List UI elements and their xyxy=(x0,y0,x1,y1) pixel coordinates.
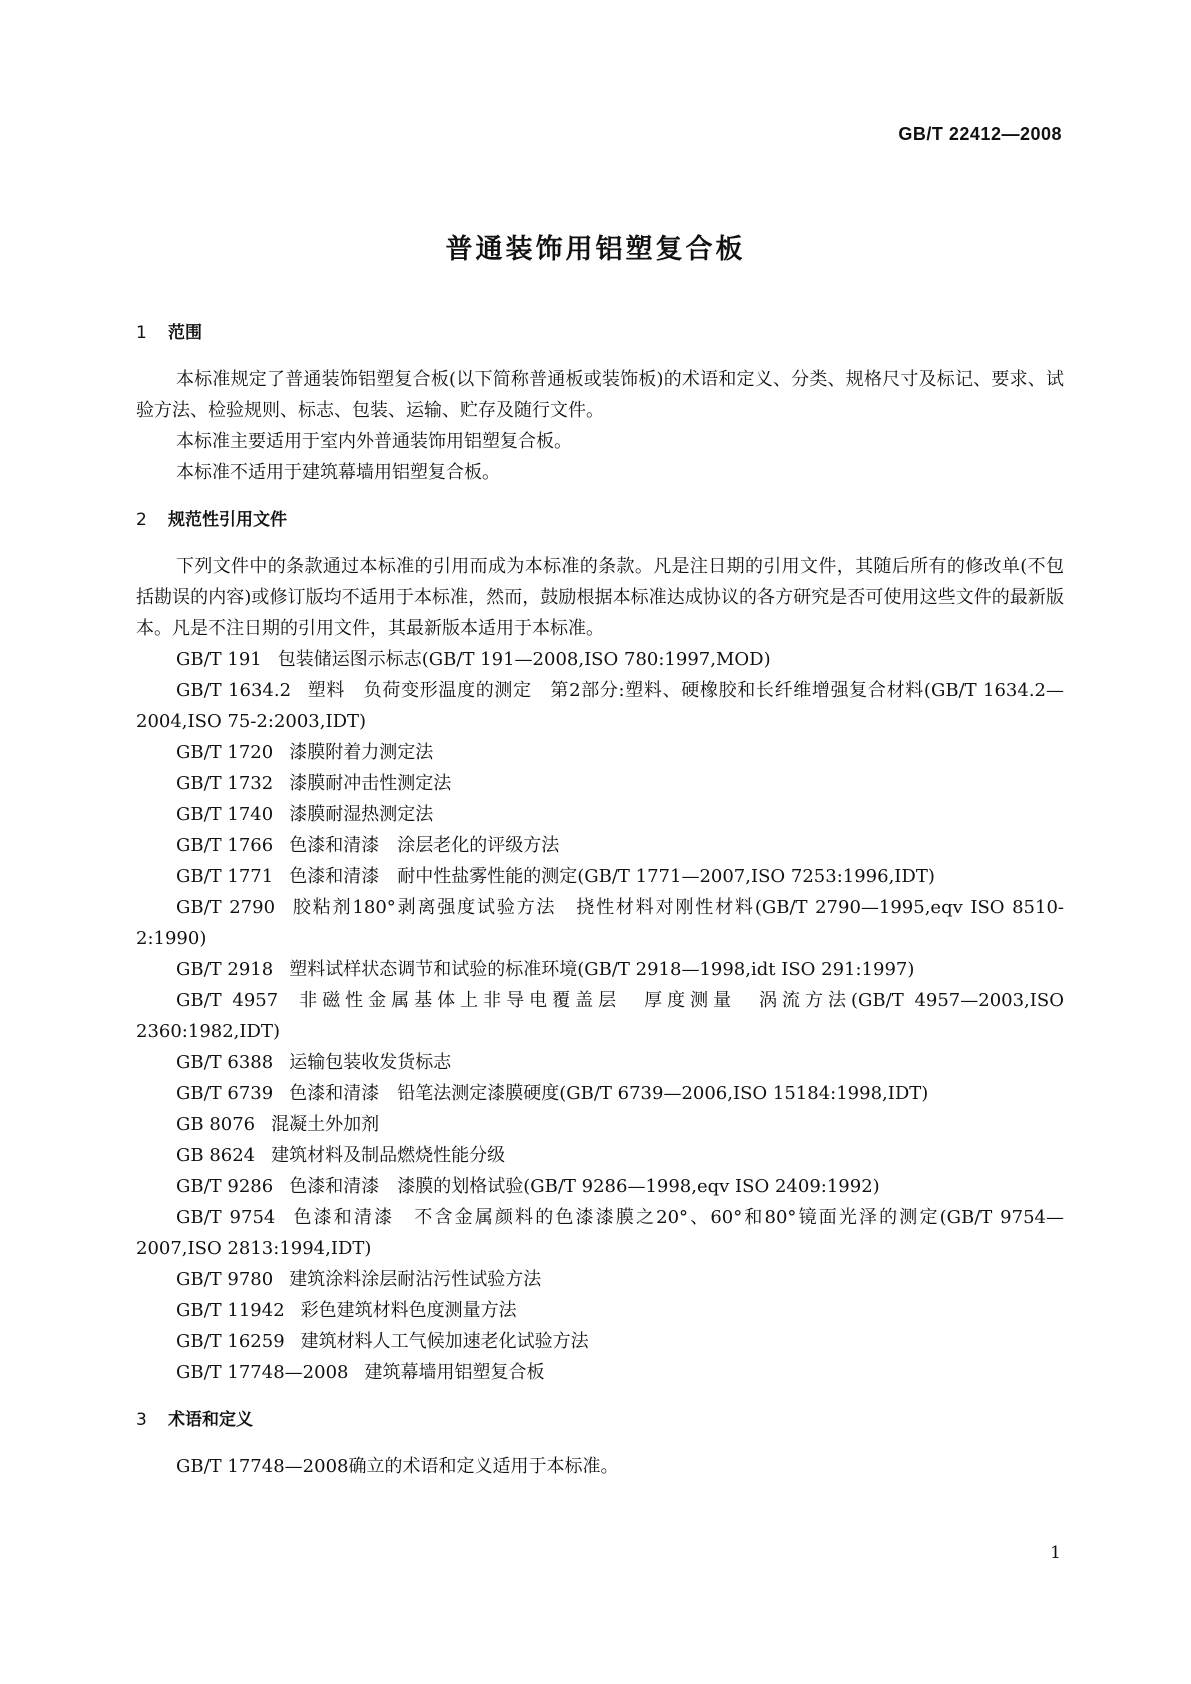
reference-title: 色漆和清漆 涂层老化的评级方法 xyxy=(289,835,560,856)
section-2-number: 2 xyxy=(136,510,147,530)
reference-item xyxy=(136,1078,1064,1109)
reference-title: 建筑材料及制品燃烧性能分级 xyxy=(271,1145,506,1166)
standard-code: GB/T 22412—2008 xyxy=(898,124,1062,144)
reference-code: GB/T 1634.2 xyxy=(176,680,292,701)
reference-code: GB/T 17748—2008 xyxy=(176,1362,349,1383)
reference-code: GB/T 2790 xyxy=(176,897,276,918)
section-2-title: 规范性引用文件 xyxy=(168,510,287,530)
reference-item xyxy=(136,799,1064,830)
reference-item xyxy=(136,1171,1064,1202)
reference-code: GB/T 11942 xyxy=(176,1300,285,1321)
document-body xyxy=(136,318,1064,1482)
reference-title: 胶粘剂180°剥离强度试验方法 挠性材料对刚性材料(GB/T 2790—1995,eqv ISO 8510-2:1990) xyxy=(136,897,1064,949)
reference-item xyxy=(136,861,1064,892)
reference-item xyxy=(136,675,1064,737)
reference-code: GB/T 1740 xyxy=(176,804,274,825)
reference-title: 漆膜耐冲击性测定法 xyxy=(289,773,452,794)
reference-code: GB/T 6739 xyxy=(176,1083,274,1104)
reference-item xyxy=(136,1264,1064,1295)
reference-item xyxy=(136,1109,1064,1140)
reference-title: 色漆和清漆 耐中性盐雾性能的测定(GB/T 1771—2007,ISO 7253:1996,IDT) xyxy=(289,866,935,887)
section-1-heading xyxy=(136,318,1064,349)
reference-item xyxy=(136,644,1064,675)
reference-code: GB/T 1771 xyxy=(176,866,274,887)
reference-item xyxy=(136,1326,1064,1357)
reference-title: 彩色建筑材料色度测量方法 xyxy=(300,1300,517,1321)
section-2-intro: 下列文件中的条款通过本标准的引用而成为本标准的条款。凡是注日期的引用文件，其随后所有的修改单(不包括勘误的内容)或修订版均不适用于本标准，然而，鼓励根据本标准达成协议的各方研究是否可使用这些文件的最新版本。凡是不注日期的引用文件，其最新版本适用于本标准。 xyxy=(136,556,1064,639)
page-number: 1 xyxy=(1050,1543,1061,1563)
section-1-number: 1 xyxy=(136,323,147,343)
reference-code: GB/T 6388 xyxy=(176,1052,274,1073)
section-1-title: 范围 xyxy=(168,323,202,343)
reference-title: 塑料试样状态调节和试验的标准环境(GB/T 2918—1998,idt ISO 291:1997) xyxy=(289,959,915,980)
reference-title: 建筑幕墙用铝塑复合板 xyxy=(364,1362,545,1383)
section-1-paragraph: 本标准不适用于建筑幕墙用铝塑复合板。 xyxy=(176,462,500,483)
reference-code: GB/T 1720 xyxy=(176,742,274,763)
reference-code: GB 8624 xyxy=(176,1145,256,1166)
section-1-paragraph: 本标准主要适用于室内外普通装饰用铝塑复合板。 xyxy=(176,431,572,452)
reference-title: 色漆和清漆 不含金属颜料的色漆漆膜之20°、60°和80°镜面光泽的测定(GB/T 9754—2007,ISO 2813:1994,IDT) xyxy=(136,1207,1064,1259)
reference-code: GB 8076 xyxy=(176,1114,256,1135)
reference-title: 包装储运图示标志(GB/T 191—2008,ISO 780:1997,MOD) xyxy=(277,649,771,670)
reference-item xyxy=(136,1357,1064,1388)
reference-item xyxy=(136,954,1064,985)
reference-code: GB/T 191 xyxy=(176,649,262,670)
section-2-heading xyxy=(136,505,1064,536)
reference-title: 运输包装收发货标志 xyxy=(289,1052,452,1073)
reference-code: GB/T 1732 xyxy=(176,773,274,794)
reference-item xyxy=(136,1140,1064,1171)
reference-item xyxy=(136,892,1064,954)
reference-code: GB/T 4957 xyxy=(176,990,279,1011)
reference-title: 建筑涂料涂层耐沾污性试验方法 xyxy=(289,1269,542,1290)
reference-title: 色漆和清漆 漆膜的划格试验(GB/T 9286—1998,eqv ISO 2409:1992) xyxy=(289,1176,880,1197)
section-3-number: 3 xyxy=(136,1410,147,1430)
reference-title: 建筑材料人工气候加速老化试验方法 xyxy=(300,1331,589,1352)
reference-item xyxy=(136,768,1064,799)
reference-item xyxy=(136,830,1064,861)
reference-title: 非磁性金属基体上非导电覆盖层 厚度测量 涡流方法(GB/T 4957—2003,ISO 2360:1982,IDT) xyxy=(136,990,1064,1042)
reference-title: 漆膜附着力测定法 xyxy=(289,742,434,763)
reference-code: GB/T 2918 xyxy=(176,959,274,980)
reference-item xyxy=(136,1202,1064,1264)
reference-code: GB/T 9754 xyxy=(176,1207,276,1228)
reference-item xyxy=(136,1047,1064,1078)
section-3-paragraph: GB/T 17748—2008确立的术语和定义适用于本标准。 xyxy=(176,1456,619,1477)
reference-title: 漆膜耐湿热测定法 xyxy=(289,804,434,825)
reference-code: GB/T 9286 xyxy=(176,1176,274,1197)
section-3-heading xyxy=(136,1405,1064,1436)
section-1-paragraph: 本标准规定了普通装饰铝塑复合板(以下简称普通板或装饰板)的术语和定义、分类、规格尺寸及标记、要求、试验方法、检验规则、标志、包装、运输、贮存及随行文件。 xyxy=(136,369,1064,421)
reference-item xyxy=(136,737,1064,768)
document-title: 普通装饰用铝塑复合板 xyxy=(445,234,746,265)
reference-item xyxy=(136,1295,1064,1326)
reference-title: 色漆和清漆 铅笔法测定漆膜硬度(GB/T 6739—2006,ISO 15184:1998,IDT) xyxy=(289,1083,929,1104)
reference-title: 塑料 负荷变形温度的测定 第2部分:塑料、硬橡胶和长纤维增强复合材料(GB/T 1634.2—2004,ISO 75-2:2003,IDT) xyxy=(136,680,1064,732)
reference-code: GB/T 1766 xyxy=(176,835,274,856)
reference-title: 混凝土外加剂 xyxy=(271,1114,380,1135)
reference-code: GB/T 16259 xyxy=(176,1331,285,1352)
reference-code: GB/T 9780 xyxy=(176,1269,274,1290)
reference-item xyxy=(136,985,1064,1047)
section-3-title: 术语和定义 xyxy=(168,1410,253,1430)
